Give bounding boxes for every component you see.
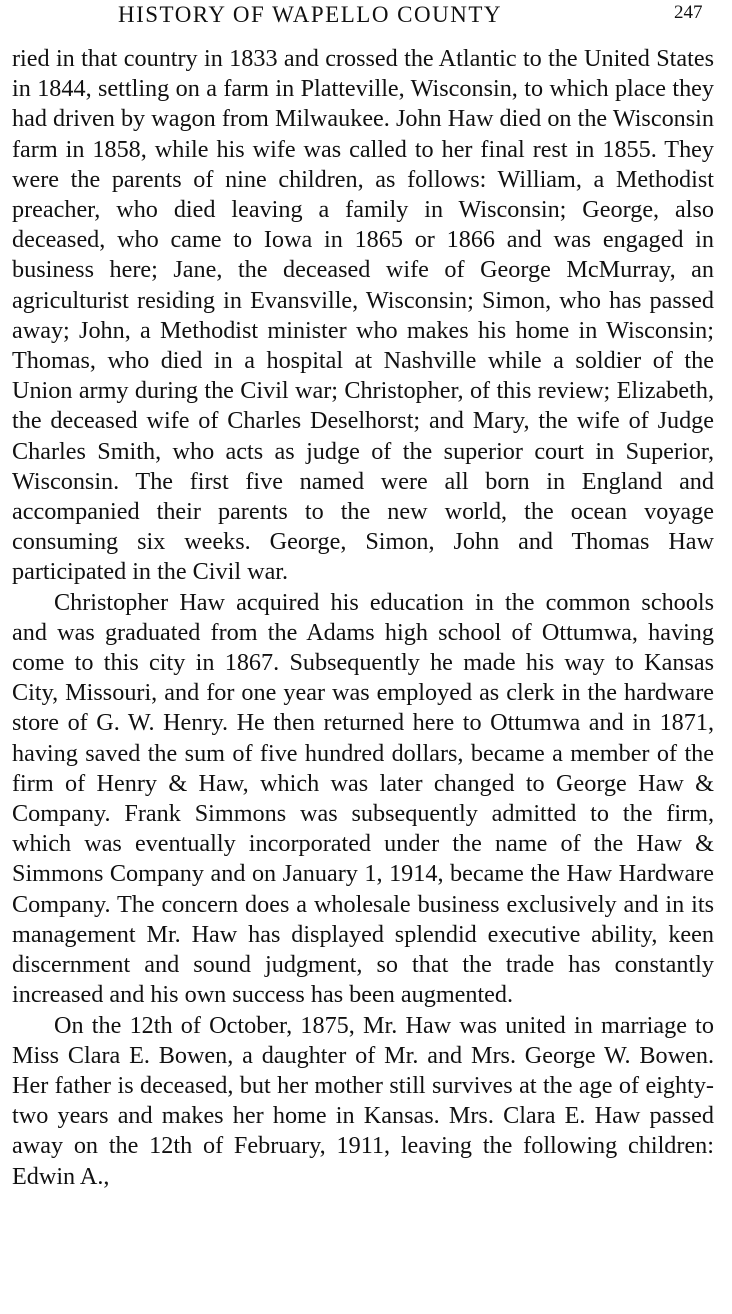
- running-title: HISTORY OF WAPELLO COUNTY: [118, 2, 503, 27]
- page-number: 247: [674, 2, 703, 23]
- paragraph-continued: ried in that country in 1833 and crossed the Atlantic to the United States in 1844, settling on a farm in Platteville, Wisconsin, to which place they had driven by wagon from Milwaukee. John Haw died on the Wisconsin farm in 1858, while his wife was called to her final rest in 1855. They were the parents of nine children, as follows: William, a Methodist preacher, who died leaving a family in Wisconsin; George, also deceased, who came to Iowa in 1865 or 1866 and was engaged in business here; Jane, the deceased wife of George McMurray, an agriculturist residing in Evansville, Wisconsin; Simon, who has passed away; John, a Methodist minister who makes his home in Wisconsin; Thomas, who died in a hospital at Nashville while a soldier of the Union army during the Civil war; Christopher, of this review; Elizabeth, the deceased wife of Charles Deselhorst; and Mary, the wife of Judge Charles Smith, who acts as judge of the superior court in Superior, Wisconsin. The first five named were all born in England and accompanied their parents to the new world, the ocean voyage consuming six weeks. George, Simon, John and Thomas Haw participated in the Civil war.: [12, 45, 714, 586]
- paragraph-education-career: Christopher Haw acquired his education in the common schools and was graduated from the Adams high school of Ottumwa, having come to this city in 1867. Subsequently he made his way to Kansas City, Missouri, and for one year was employed as clerk in the hardware store of G. W. Henry. He then returned here to Ottumwa and in 1871, having saved the sum of five hundred dollars, became a member of the firm of Henry & Haw, which was later changed to George Haw & Company. Frank Simmons was subsequently admitted to the firm, which was eventually incorporated under the name of the Haw & Simmons Company and on January 1, 1914, became the Haw Hardware Company. The concern does a wholesale business exclusively and in its management Mr. Haw has displayed splendid executive ability, keen discernment and sound judgment, so that the trade has constantly increased and his own success has been augmented.: [12, 588, 714, 1009]
- paragraph-marriage: On the 12th of October, 1875, Mr. Haw was united in marriage to Miss Clara E. Bowen, a daughter of Mr. and Mrs. George W. Bowen. Her father is deceased, but her mother still survives at the age of eighty-two years and makes her home in Kansas. Mrs. Clara E. Haw passed away on the 12th of February, 1911, leaving the following children: Edwin A.,: [12, 1011, 714, 1190]
- page-header: [0, 0, 732, 40]
- body-text: [12, 44, 714, 1192]
